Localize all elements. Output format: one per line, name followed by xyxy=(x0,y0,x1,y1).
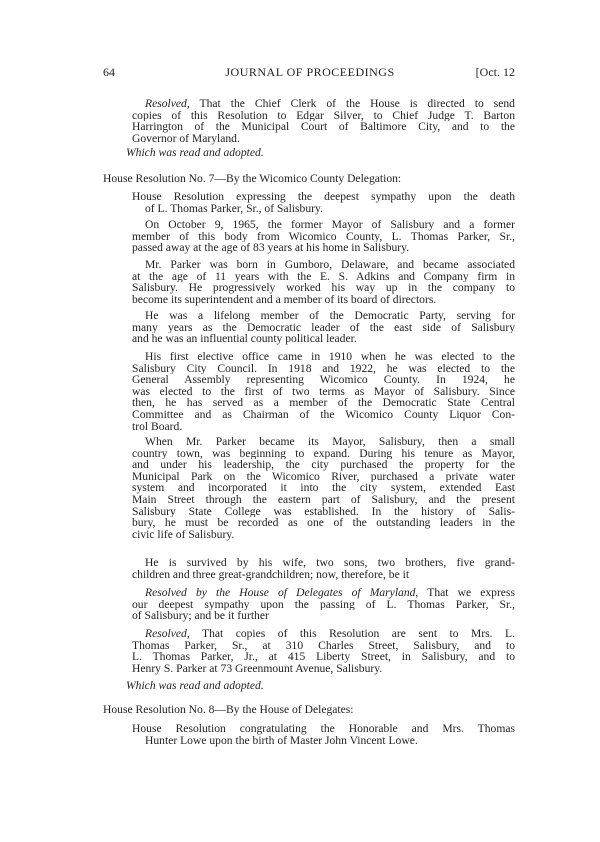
paragraph xyxy=(132,436,515,540)
resolution-heading: House Resolution No. 7—By the Wicomico County Delegation: xyxy=(103,172,402,185)
line-text: On October 9, 1965, the former Mayor of Salisbury and a former xyxy=(145,219,515,231)
text-line xyxy=(132,351,515,363)
line-text: L. Thomas Parker, Jr., at 415 Liberty Street, in Salisbury, and to xyxy=(132,651,515,663)
text-line xyxy=(132,374,515,386)
line-text: Governor of Maryland. xyxy=(132,131,240,145)
text-line xyxy=(132,628,515,640)
line-text: General Assembly representing Wicomico County. In 1924, he xyxy=(132,374,515,386)
running-title: JOURNAL OF PROCEEDINGS xyxy=(225,65,395,79)
paragraph xyxy=(132,587,515,622)
line-text: many years as the Democratic leader of the east side of Salisbury xyxy=(132,321,515,334)
running-date: [Oct. 12 xyxy=(475,65,515,79)
paragraph xyxy=(132,259,515,305)
text-line xyxy=(132,471,515,483)
text-line xyxy=(132,663,515,675)
text-line xyxy=(132,640,515,652)
text-line xyxy=(132,587,515,599)
line-text: Committee and as Chairman of the Wicomico County Liquor Con- xyxy=(132,408,515,421)
line-text: and under his leadership, the city purchased the property for the xyxy=(132,459,515,471)
text-line xyxy=(132,363,515,375)
paragraph xyxy=(132,723,515,746)
line-text: bury, he must be recorded as one of the outstanding leaders in the xyxy=(132,517,515,529)
line-text: His first elective office came in 1910 when he was elected to the xyxy=(145,351,515,363)
text-line xyxy=(132,294,515,306)
text-line xyxy=(132,333,515,345)
text-line xyxy=(132,459,515,471)
text-line xyxy=(132,494,515,506)
line-text: passed away at the age of 83 years at his home in Salisbury. xyxy=(132,241,410,255)
paragraph xyxy=(132,191,515,214)
text-line xyxy=(132,271,515,283)
line-text: Hunter Lowe upon the birth of Master John Vincent Lowe. xyxy=(145,733,418,747)
paragraph xyxy=(132,310,515,345)
paragraph xyxy=(132,557,515,580)
line-text: Harrington of the Municipal Court of Baltimore City, and to the xyxy=(132,121,515,133)
line-text: Salisbury State College was established. In the history of Salis- xyxy=(132,505,515,518)
paragraph xyxy=(132,628,515,674)
line-text: then, he has served as a member of the Democratic State Central xyxy=(132,397,515,409)
line-text: Salisbury. He progressively worked his way up in the company to xyxy=(132,282,515,294)
text-line xyxy=(132,242,515,254)
line-text: our deepest sympathy upon the passing of L. Thomas Parker, Sr., xyxy=(132,598,515,611)
resolution-heading: House Resolution No. 8—By the House of Delegates: xyxy=(103,703,354,716)
line-text: That the Chief Clerk of the House is directed to send xyxy=(199,98,515,110)
text-line xyxy=(132,203,515,215)
text-line xyxy=(132,529,515,541)
line-text: country town, was beginning to expand. During his tenure as Mayor, xyxy=(132,447,515,460)
italic-lead: Resolved, xyxy=(145,628,190,640)
paragraph xyxy=(132,351,515,432)
line-text: copies of this Resolution to Edgar Silver, to Chief Judge T. Barton xyxy=(132,109,515,122)
italic-lead: Resolved, xyxy=(145,98,190,110)
text-line xyxy=(132,219,515,231)
text-line xyxy=(132,448,515,460)
text-line xyxy=(132,259,515,271)
line-text: at the age of 11 years with the E. S. Adkins and Company firm in xyxy=(132,270,515,283)
line-text: system and incorporated it into the city system, extended East xyxy=(132,482,515,494)
line-text: trol Board. xyxy=(132,419,183,433)
line-text: He was a lifelong member of the Democratic Party, serving for xyxy=(145,310,515,322)
line-text: That copies of this Resolution are sent to Mrs. L. xyxy=(202,628,515,640)
line-text: and he was an influential county political leader. xyxy=(132,332,357,346)
text-line xyxy=(132,569,515,581)
text-line xyxy=(132,610,515,622)
text-line xyxy=(132,310,515,322)
line-text: was elected to the first of two terms as Mayor of Salisbury. Since xyxy=(132,385,515,398)
text-line xyxy=(132,397,515,409)
line-text: member of this body from Wicomico County, L. Thomas Parker, Sr., xyxy=(132,230,515,243)
line-text: Mr. Parker was born in Gumboro, Delaware, and became associated xyxy=(145,259,515,271)
text-line xyxy=(132,735,515,747)
line-text: House Resolution congratulating the Honorable and Mrs. Thomas xyxy=(132,723,515,735)
text-line xyxy=(132,421,515,433)
text-line xyxy=(132,506,515,518)
text-line xyxy=(132,436,515,448)
line-text: House Resolution expressing the deepest sympathy upon the death xyxy=(132,191,515,203)
adoption-note: Which was read and adopted. xyxy=(126,679,264,692)
paragraph xyxy=(132,98,515,144)
text-line xyxy=(132,386,515,398)
paragraph xyxy=(132,219,515,254)
line-text: Municipal Park on the Wicomico River, purchased a private water xyxy=(132,470,515,483)
line-text: civic life of Salisbury. xyxy=(132,527,235,541)
page-number: 64 xyxy=(103,65,115,79)
line-text: of L. Thomas Parker, Sr., of Salisbury. xyxy=(145,201,323,215)
adoption-note: Which was read and adopted. xyxy=(126,146,264,159)
text-line xyxy=(132,98,515,110)
text-line xyxy=(132,482,515,494)
italic-lead: Resolved by the House of Delegates of Maryland, xyxy=(145,587,419,599)
line-text: That we express xyxy=(427,587,515,599)
line-text: Main Street through the eastern part of Salisbury, and the present xyxy=(132,493,515,506)
line-text: become its superintendent and a member of its board of directors. xyxy=(132,292,437,306)
text-line xyxy=(132,110,515,122)
text-line xyxy=(132,133,515,145)
line-text: Salisbury City Council. In 1918 and 1922, he was elected to the xyxy=(132,362,515,375)
line-text: of Salisbury; and be it further xyxy=(132,609,269,623)
line-text: Thomas Parker, Sr., at 310 Charles Street, Salisbury, and to xyxy=(132,639,515,652)
line-text: He is survived by his wife, two sons, two brothers, five grand- xyxy=(145,557,515,569)
line-text: children and three great-grandchildren; now, therefore, be it xyxy=(132,567,410,581)
line-text: When Mr. Parker became its Mayor, Salisbury, then a small xyxy=(145,436,515,448)
line-text: Henry S. Parker at 73 Greenmount Avenue, Salisbury. xyxy=(132,661,383,675)
text-line xyxy=(132,409,515,421)
